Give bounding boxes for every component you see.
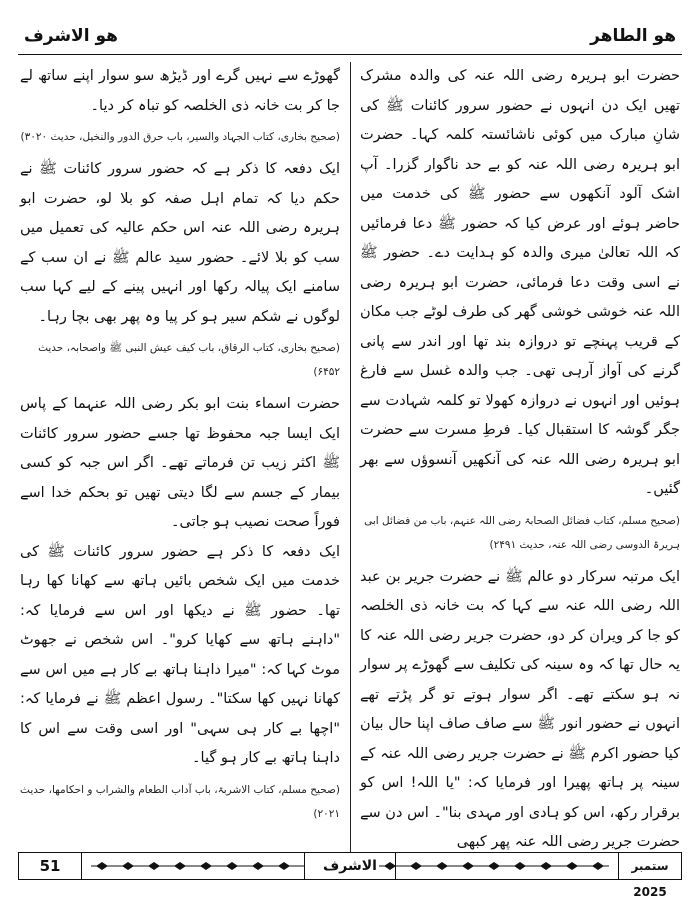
page-number: 51 bbox=[19, 853, 82, 879]
issue-date: ستمبر 2025 bbox=[618, 853, 681, 879]
header-left-title: هو الاشرف bbox=[24, 26, 118, 46]
paragraph: حضرت اسماء بنت ابو بکر رضی اللہ عنہما کے پاس ایک ایسا جبہ محفوظ تھا جسے حضور سرور کائنات ﷺ اکثر زیب تن فرماتے تھے۔ اگر اس جبہ کو کسی بیمار کے جسم سے لگا دیتی تھیں تو بحکم خدا اسے فوراً صحت نصیب ہو جاتی۔ bbox=[20, 396, 340, 530]
header-rule bbox=[18, 54, 682, 55]
footer bbox=[18, 852, 682, 899]
column-divider bbox=[350, 62, 351, 862]
header-right-title: هو الطاهر bbox=[590, 26, 676, 46]
right-column bbox=[360, 62, 680, 858]
header bbox=[18, 26, 682, 54]
magazine-name: الاشرف bbox=[304, 853, 396, 879]
reference: (صحیح مسلم، کتاب فضائل الصحابۃ رضی اللہ عنہم، باب من فضائل ابی ہریرۃ الدوسی رضی اللہ عنہ، حدیث ۲۴۹۱) bbox=[364, 514, 680, 551]
paragraph: حضرت ابو ہریرہ رضی اللہ عنہ کی والدہ مشرک تھیں ایک دن انہوں نے حضور سرور کائنات ﷺ کی شانِ مبارک میں کوئی ناشائستہ کلمہ کہا۔ حضرت ابو ہریرہ رضی اللہ عنہ کو بے حد ناگوار گزرا۔ آپ اشک آلود آنکھوں سے حضور ﷺ کی خدمت میں حاضر ہوئے اور عرض کیا کہ حضور ﷺ دعا فرمائیں کہ اللہ تعالیٰ میری والدہ کو ہدایت دے۔ حضور ﷺ نے اسی وقت دعا فرمائی، حضرت ابو ہریرہ رضی اللہ عنہ خوشی خوشی گھر کی طرف لوٹے جب مکان کے قریب پہنچے تو دروازہ بند تھا اور اندر سے پانی گرنے کی آواز آرہی تھی۔ جب والدہ غسل سے فارغ ہوئیں اور انہوں نے دروازہ کھولا تو کلمہ شہادت سے جگر گوشہ کا استقبال کیا۔ فرطِ مسرت سے حضرت ابو ہریرہ رضی اللہ عنہ کی آنکھیں آنسوؤں سے بھر گئیں۔ bbox=[360, 68, 680, 497]
ornament-right-icon bbox=[379, 861, 609, 871]
ornament-left-icon bbox=[91, 861, 321, 871]
paragraph: گھوڑے سے نہیں گرے اور ڈیڑھ سو سوار اپنے ساتھ لے جا کر بت خانہ ذی الخلصہ کو تباہ کر دیا۔ bbox=[20, 68, 340, 114]
paragraph: ایک مرتبہ سرکار دو عالم ﷺ نے حضرت جریر بن عبد اللہ رضی اللہ عنہ سے کہا کہ بت خانہ ذی الخلصہ کو جا کر ویران کر دو، حضرت جریر رضی اللہ عنہ کا یہ حال تھا کہ وہ سینہ کی تکلیف سے گھوڑے پر سوار نہ ہو سکتے تھے۔ اگر سوار ہوتے تو گر پڑتے تھے انہوں نے حضور انور ﷺ سے صاف صاف اپنا حال بیان کیا حضور اکرم ﷺ نے حضرت جریر رضی اللہ عنہ کے سینہ پر ہاتھ پھیرا اور فرمایا کہ: "یا اللہ! اس کو برقرار رکھ، اس کو ہادی اور مہدی بنا"۔ اس دن سے حضرت جریر رضی اللہ عنہ پھر کبھی bbox=[360, 568, 680, 850]
reference: (صحیح مسلم، کتاب الاشربۃ، باب آداب الطعام والشراب و احکامھا، حدیث ۲۰۲۱) bbox=[20, 783, 340, 820]
paragraph: ایک دفعہ کا ذکر ہے حضور سرور کائنات ﷺ کی خدمت میں ایک شخص بائیں ہاتھ سے کھانا کھا رہا تھا۔ حضور ﷺ نے دیکھا اور اس سے فرمایا کہ: "داہنے ہاتھ سے کھایا کرو"۔ اس شخص نے جھوٹ موٹ کہا کہ: "میرا داہنا ہاتھ بے کار ہے میں اس سے کھانا نہیں کھا سکتا"۔ رسول اعظم ﷺ نے فرمایا کہ: "اچھا بے کار ہی سہی" اور اسی وقت سے اس کا داہنا ہاتھ بے کار ہو گیا۔ bbox=[20, 543, 340, 766]
paragraph: ایک دفعہ کا ذکر ہے کہ حضور سرور کائنات ﷺ نے حکم دیا کہ تمام اہل صفہ کو بلا لو، حضرت ابو ہریرہ رضی اللہ عنہ اس حکم عالیہ کی تعمیل میں سب کو بلا لائے۔ حضور سید عالم ﷺ نے ان سب کے سامنے ایک پیالہ رکھا اور انہیں پینے کے لیے کہا سب لوگوں نے شکم سیر ہو کر پیا وہ پھر بھی بچا رہا۔ bbox=[20, 161, 340, 325]
left-column bbox=[20, 62, 340, 832]
reference: (صحیح بخاری، کتاب الرقاق، باب کیف عیش النبی ﷺ واصحابہ، حدیث ۶۴۵۲) bbox=[38, 342, 340, 378]
reference: (صحیح بخاری، کتاب الجہاد والسیر، باب حرق الدور والنخیل، حدیث ۳۰۲۰) bbox=[20, 131, 340, 143]
